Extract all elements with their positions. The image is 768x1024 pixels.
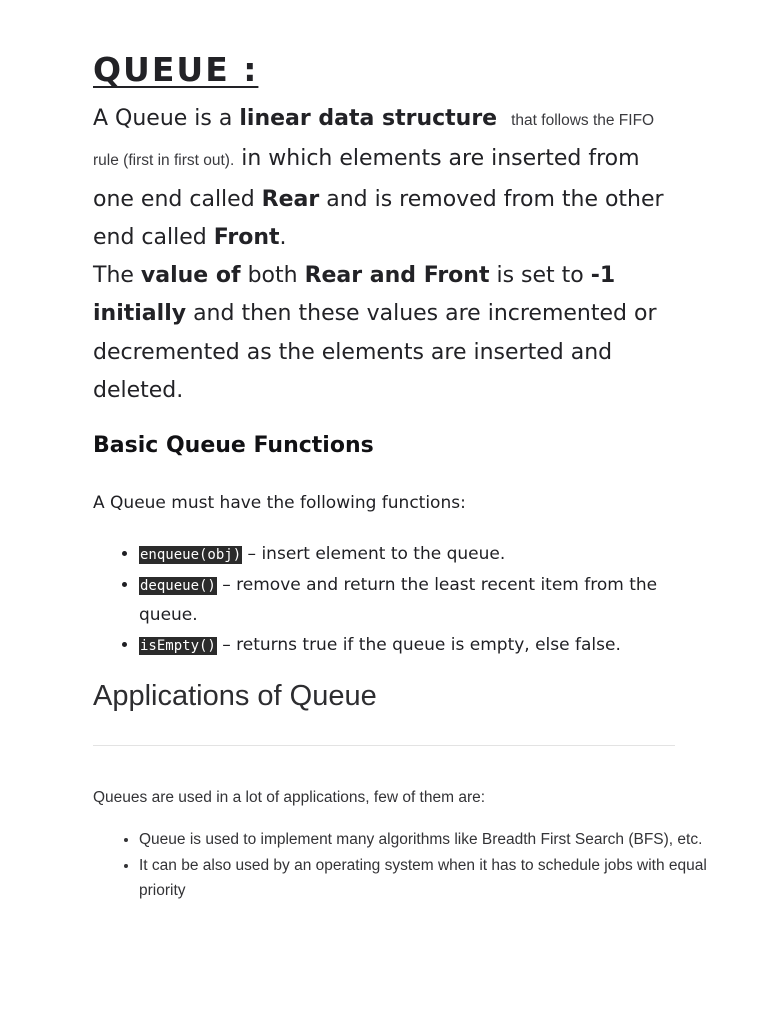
- code-snippet: enqueue(obj): [140, 547, 242, 563]
- intro-small-text: that follows the FIFO rule (first in first out).: [93, 112, 655, 170]
- applications-heading: Applications of Queue: [93, 680, 377, 712]
- intro-bold-term: Rear and Front: [304, 263, 490, 289]
- intro-bold-term: Front: [213, 224, 280, 250]
- applications-lead: Queues are used in a lot of applications, few of them are:: [93, 789, 486, 806]
- intro-paragraph: [93, 100, 683, 410]
- list-item-text: – insert element to the queue.: [242, 544, 506, 564]
- list-item: [139, 571, 709, 631]
- intro-bold-term: value of: [140, 263, 241, 289]
- list-item: • It can be also used by an operating system when it has to schedule jobs with equal priority: [139, 853, 729, 904]
- intro-text: in which elements are inserted from one end called: [93, 146, 640, 212]
- intro-text: and then these values are incremented or decremented as the elements are inserted and deleted.: [93, 301, 657, 404]
- intro-text: The: [93, 263, 141, 289]
- function-list: [93, 540, 709, 661]
- intro-text: A Queue is a: [93, 106, 240, 131]
- list-item: [139, 540, 709, 571]
- page-title: QUEUE :: [93, 50, 259, 89]
- list-item: • Queue is used to implement many algorithms like Breadth First Search (BFS), etc.: [139, 827, 729, 853]
- intro-text: is set to: [489, 263, 591, 289]
- intro-bold-term: Rear: [261, 186, 320, 212]
- section-divider: [93, 745, 675, 746]
- code-snippet: isEmpty(): [140, 637, 216, 654]
- basic-functions-lead: A Queue must have the following functions:: [93, 493, 466, 513]
- list-item-text: – returns true if the queue is empty, else false.: [216, 634, 621, 655]
- list-item: [139, 631, 709, 662]
- intro-bold-term: linear data structure: [239, 106, 498, 131]
- intro-bold-term: -1 initially: [93, 263, 616, 327]
- intro-text: .: [279, 224, 287, 250]
- applications-list: [93, 827, 729, 904]
- list-item-text: – remove and return the least recent item from the queue.: [139, 574, 658, 625]
- intro-text: and is removed from the other end called: [93, 186, 664, 250]
- basic-functions-heading: Basic Queue Functions: [93, 433, 374, 458]
- code-snippet: dequeue(): [140, 577, 216, 594]
- intro-text: both: [240, 263, 305, 289]
